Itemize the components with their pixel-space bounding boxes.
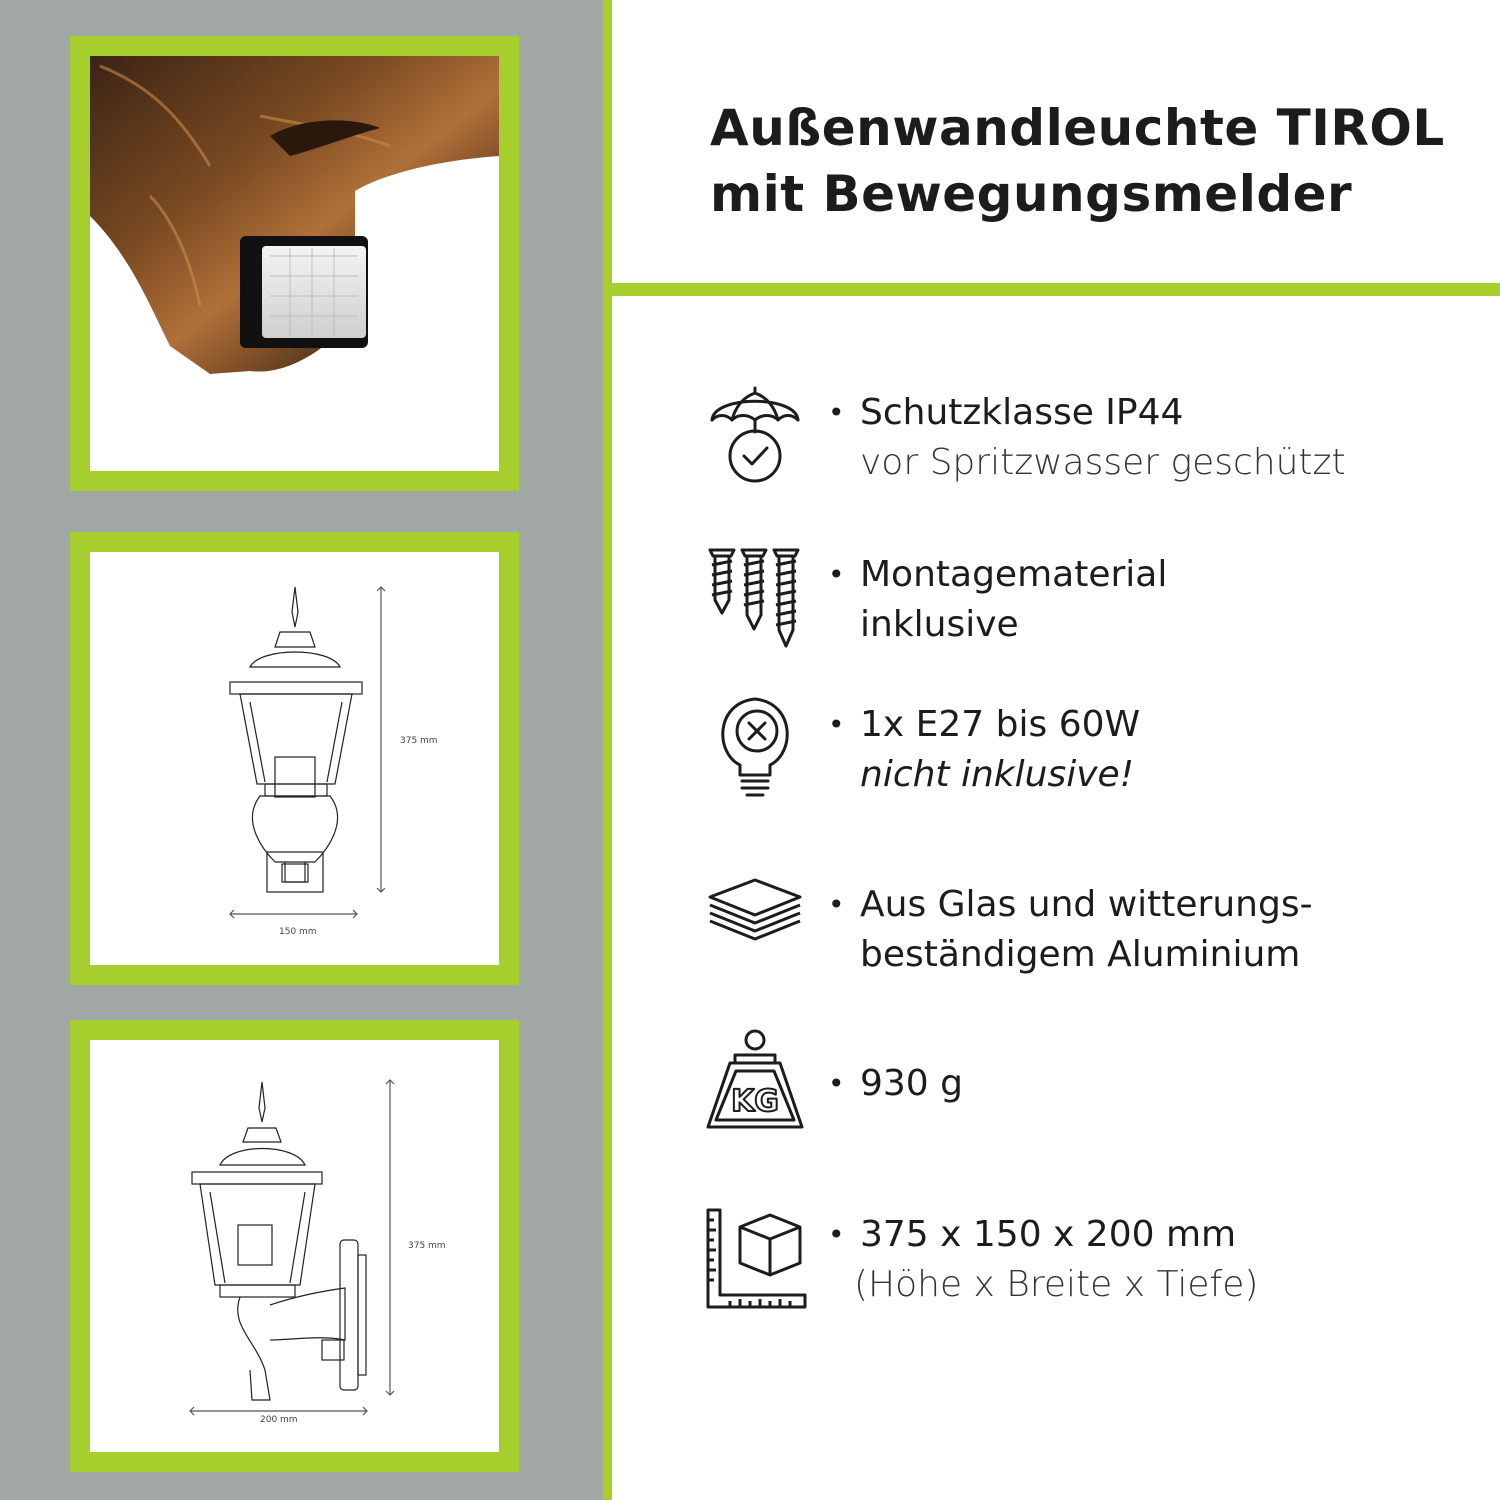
front-view-drawing [90, 552, 499, 965]
side-width-label: 200 mm [260, 1415, 298, 1425]
feature-weight [700, 1025, 1480, 1135]
feature-text [860, 388, 1346, 488]
layers-icon [700, 875, 810, 985]
sensor-detail-photo [90, 56, 499, 471]
feature-sublabel: beständigem Aluminium [860, 934, 1301, 975]
side-drawing-frame [70, 1020, 519, 1472]
feature-mounting [700, 545, 1480, 655]
weight-kg-icon [700, 1025, 810, 1135]
feature-dimensions [700, 1205, 1480, 1315]
title-line-2: mit Bewegungsmelder [710, 165, 1353, 223]
feature-sublabel: nicht inklusive! [860, 754, 1135, 795]
kg-text: KG [731, 1084, 779, 1119]
feature-text [860, 1059, 963, 1109]
front-drawing-frame [70, 532, 519, 985]
feature-material [700, 875, 1480, 985]
feature-bulb [700, 695, 1480, 805]
umbrella-check-icon [700, 380, 810, 490]
feature-sublabel: (Höhe x Breite x Tiefe) [854, 1264, 1259, 1305]
accent-divider-vertical [603, 0, 612, 1500]
feature-label: • Schutzklasse IP44 [860, 388, 1346, 438]
bulb-x-icon [700, 695, 810, 805]
feature-text [854, 1210, 1259, 1310]
feature-ip44 [700, 380, 1480, 490]
feature-label: • 930 g [860, 1059, 963, 1109]
front-height-label: 375 mm [400, 736, 438, 746]
finial-shape [292, 587, 298, 627]
box-ruler-icon [700, 1205, 810, 1315]
feature-label: • 1x E27 bis 60W [860, 700, 1140, 750]
feature-sublabel: vor Spritzwasser geschützt [860, 442, 1346, 483]
accent-divider-horizontal [612, 283, 1500, 296]
photo-frame [70, 36, 519, 491]
screws-icon [700, 545, 810, 655]
feature-label: • Montagematerial [860, 550, 1167, 600]
feature-label: • Aus Glas und witterungs- [860, 880, 1313, 930]
feature-text [860, 700, 1140, 800]
feature-sublabel: inklusive [860, 604, 1019, 645]
side-view-drawing [90, 1040, 499, 1452]
title-line-1: Außenwandleuchte TIROL [710, 99, 1445, 157]
feature-label: • 375 x 150 x 200 mm [860, 1210, 1258, 1260]
feature-text [860, 880, 1313, 980]
page-title [710, 95, 1445, 227]
front-width-label: 150 mm [279, 927, 317, 937]
feature-text [860, 550, 1167, 650]
side-height-label: 375 mm [408, 1241, 446, 1251]
